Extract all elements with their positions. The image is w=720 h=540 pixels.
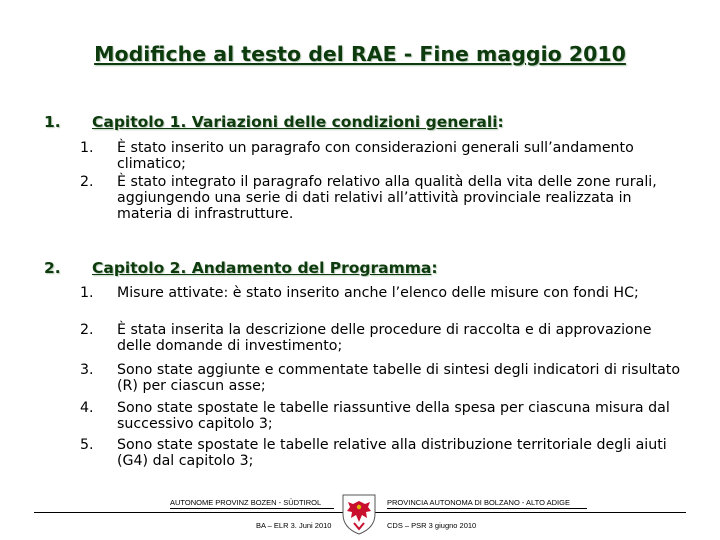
- footer-right-top: PROVINCIA AUTONOMA DI BOLZANO - ALTO ADIGE: [387, 498, 570, 507]
- page-title: Modifiche al testo del RAE - Fine maggio 2010: [94, 42, 626, 66]
- list-item-text: È stata inserita la descrizione delle procedure di raccolta e di approvazione delle domande di investimento;: [117, 322, 652, 354]
- footer-left-bottom: BA – ELR 3. Juni 2010: [256, 521, 332, 530]
- list-item-text: È stato inserito un paragrafo con considerazioni generali sull’andamento climatico;: [117, 140, 634, 172]
- section-heading: [92, 259, 438, 277]
- list-item-number: 3.: [80, 362, 94, 378]
- footer-right-underline: [387, 508, 587, 509]
- footer-left-top: AUTONOME PROVINZ BOZEN - SÜDTIROL: [170, 498, 322, 507]
- coat-of-arms-icon: [339, 492, 379, 536]
- list-item-text: È stato integrato il paragrafo relativo alla qualità della vita delle zone rurali, aggiungendo una serie di dati relativi all’attività provinciale realizzata in materia di infrastrutture.: [117, 174, 657, 222]
- section-number: 1.: [44, 113, 61, 131]
- list-item-text: Sono state spostate le tabelle relative alla distribuzione territoriale degli aiuti (G4) dal capitolo 3;: [117, 437, 667, 469]
- section-heading-text: Capitolo 1. Variazioni delle condizioni generali: [92, 113, 498, 131]
- list-item-text: Sono state spostate le tabelle riassuntive della spesa per ciascuna misura dal successivo capitolo 3;: [117, 400, 670, 432]
- list-item-number: 5.: [80, 437, 94, 453]
- list-item-number: 2.: [80, 322, 94, 338]
- list-item-text: Sono state aggiunte e commentate tabelle di sintesi degli indicatori di risultato (R) per ciascun asse;: [117, 362, 681, 394]
- list-item-number: 1.: [80, 285, 94, 301]
- section-heading-suffix: :: [431, 259, 438, 277]
- list-item-text: Misure attivate: è stato inserito anche l’elenco delle misure con fondi HC;: [117, 285, 639, 301]
- section-number: 2.: [44, 259, 61, 277]
- list-item-number: 2.: [80, 174, 94, 190]
- list-item-number: 4.: [80, 400, 94, 416]
- footer-right-bottom: CDS – PSR 3 giugno 2010: [387, 521, 477, 530]
- section-heading: [92, 113, 504, 131]
- list-item-number: 1.: [80, 140, 94, 156]
- section-heading-text: Capitolo 2. Andamento del Programma: [92, 259, 432, 277]
- section-heading-suffix: :: [497, 113, 504, 131]
- footer-left-underline: [170, 508, 334, 509]
